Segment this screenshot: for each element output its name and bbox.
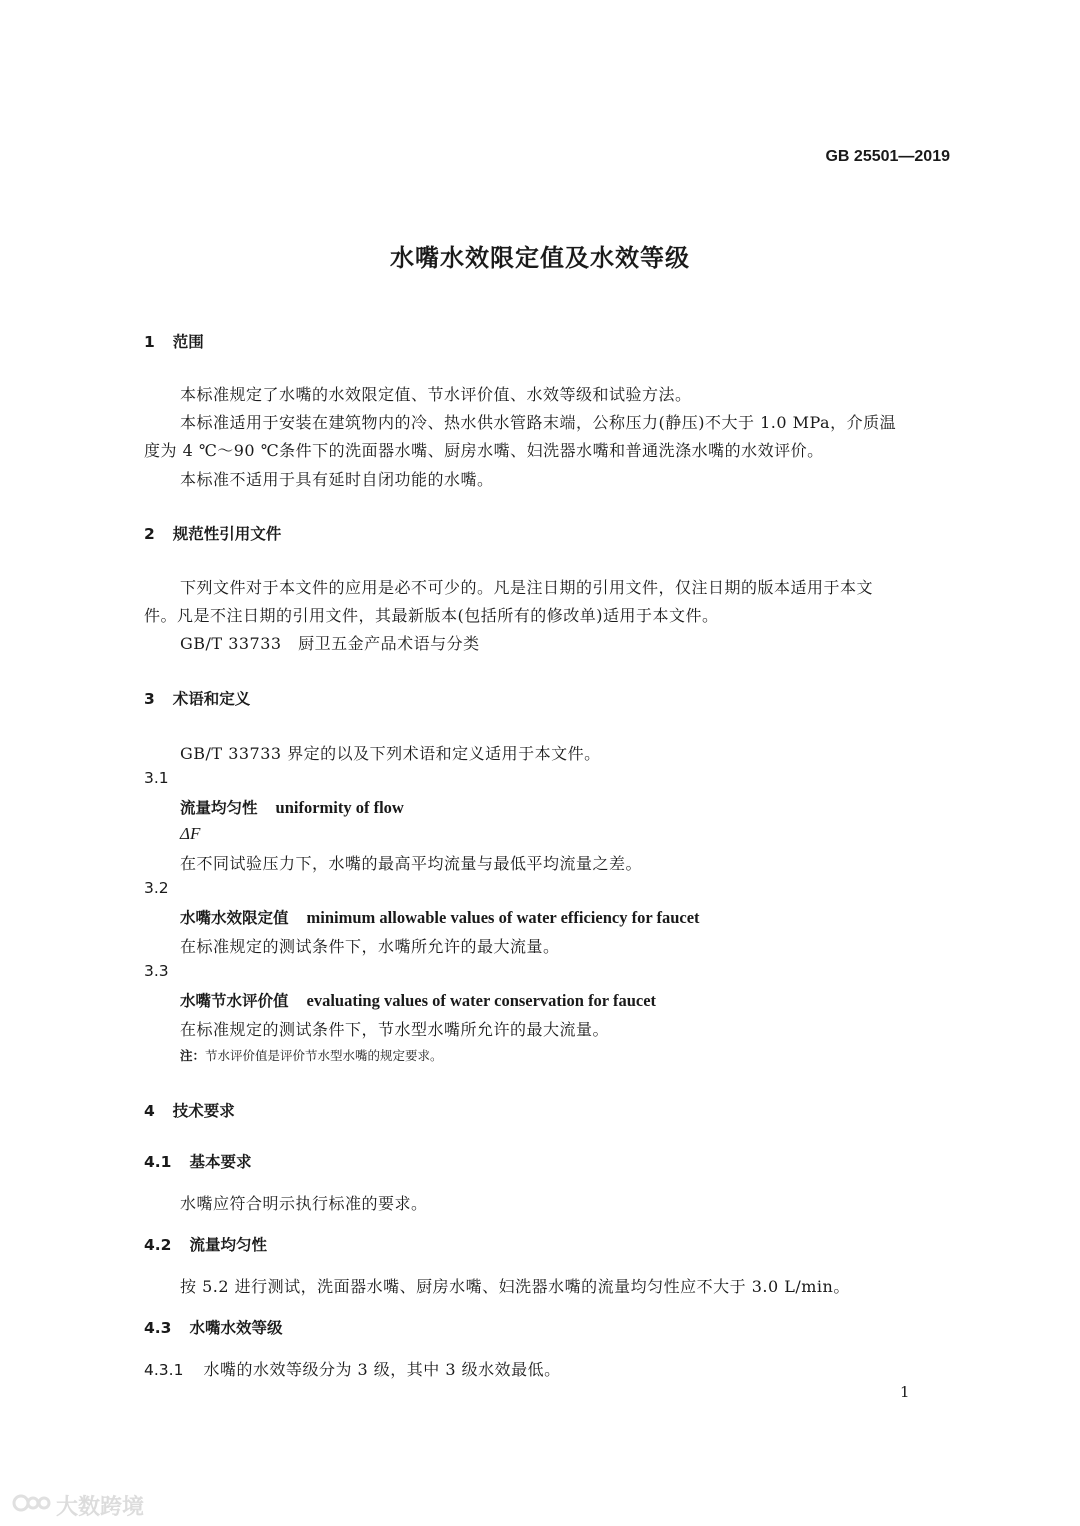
paragraph: 本标准不适用于具有延时自闭功能的水嘴。 bbox=[180, 470, 494, 489]
term-en: evaluating values of water conservation for faucet bbox=[306, 991, 657, 1010]
document-title: 水嘴水效限定值及水效等级 bbox=[390, 244, 690, 272]
watermark bbox=[12, 1490, 144, 1521]
paragraph: 下列文件对于本文件的应用是必不可少的。凡是注日期的引用文件，仅注日期的版本适用于本文 bbox=[180, 578, 874, 597]
page-number: 1 bbox=[900, 1383, 910, 1401]
term-number: 3.2 bbox=[144, 879, 169, 897]
section-number: 4 bbox=[144, 1102, 155, 1120]
paragraph: 本标准规定了水嘴的水效限定值、节水评价值、水效等级和试验方法。 bbox=[180, 385, 692, 404]
term-zh: 水嘴节水评价值 bbox=[180, 992, 289, 1010]
section-title: 范围 bbox=[172, 333, 204, 351]
term-definition: 在标准规定的测试条件下，水嘴所允许的最大流量。 bbox=[180, 937, 560, 956]
paragraph: GB/T 33733 界定的以及下列术语和定义适用于本文件。 bbox=[180, 744, 601, 763]
section-number: 2 bbox=[144, 525, 155, 543]
subsection-title: 基本要求 bbox=[189, 1153, 252, 1171]
subsection-title: 水嘴水效等级 bbox=[189, 1319, 283, 1337]
section-title: 技术要求 bbox=[172, 1102, 235, 1120]
note bbox=[180, 1046, 443, 1064]
paragraph: 件。凡是不注日期的引用文件，其最新版本(包括所有的修改单)适用于本文件。 bbox=[144, 606, 719, 625]
clause-text: 水嘴的水效等级分为 3 级，其中 3 级水效最低。 bbox=[203, 1360, 561, 1379]
term-definition: 在不同试验压力下，水嘴的最高平均流量与最低平均流量之差。 bbox=[180, 854, 643, 873]
term-heading bbox=[180, 796, 404, 818]
watermark-text: 大数跨境 bbox=[56, 1495, 145, 1520]
section-title: 术语和定义 bbox=[172, 690, 251, 708]
term-zh: 水嘴水效限定值 bbox=[180, 909, 289, 927]
subsection-title: 流量均匀性 bbox=[189, 1236, 267, 1254]
paragraph: 度为 4 ℃～90 ℃条件下的洗面器水嘴、厨房水嘴、妇洗器水嘴和普通洗涤水嘴的水效评价。 bbox=[144, 441, 824, 460]
subsection-4-2-heading bbox=[144, 1233, 267, 1255]
term-number: 3.3 bbox=[144, 962, 169, 980]
subsection-4-3-heading bbox=[144, 1316, 282, 1338]
subsection-number: 4.3 bbox=[144, 1319, 172, 1337]
term-number: 3.1 bbox=[144, 769, 169, 787]
subsection-number: 4.2 bbox=[144, 1236, 172, 1254]
section-1-heading bbox=[144, 330, 204, 352]
subsection-4-1-heading bbox=[144, 1150, 251, 1172]
section-2-heading bbox=[144, 522, 281, 544]
term-zh: 流量均匀性 bbox=[180, 799, 258, 817]
section-number: 3 bbox=[144, 690, 155, 708]
section-4-heading bbox=[144, 1099, 235, 1121]
clause-4-3-1 bbox=[144, 1357, 561, 1380]
term-en: uniformity of flow bbox=[275, 798, 404, 817]
term-symbol: ΔF bbox=[180, 824, 201, 843]
term-heading bbox=[180, 989, 656, 1011]
paragraph: 水嘴应符合明示执行标准的要求。 bbox=[180, 1194, 428, 1213]
section-3-heading bbox=[144, 687, 250, 709]
note-label: 注： bbox=[180, 1048, 206, 1063]
paragraph: 本标准适用于安装在建筑物内的冷、热水供水管路末端，公称压力(静压)不大于 1.0 MPa，介质温 bbox=[180, 413, 897, 432]
paragraph: 按 5.2 进行测试，洗面器水嘴、厨房水嘴、妇洗器水嘴的流量均匀性应不大于 3.0 L/min。 bbox=[180, 1277, 850, 1296]
term-en: minimum allowable values of water efficiency for faucet bbox=[306, 908, 700, 927]
section-number: 1 bbox=[144, 333, 155, 351]
subsection-number: 4.1 bbox=[144, 1153, 172, 1171]
logo-mark-icon bbox=[12, 1492, 52, 1519]
note-text: 节水评价值是评价节水型水嘴的规定要求。 bbox=[205, 1048, 443, 1063]
term-definition: 在标准规定的测试条件下，节水型水嘴所允许的最大流量。 bbox=[180, 1020, 610, 1039]
reference-item: GB/T 33733 厨卫五金产品术语与分类 bbox=[180, 634, 480, 653]
term-heading bbox=[180, 906, 700, 928]
clause-number: 4.3.1 bbox=[144, 1361, 184, 1379]
standard-number: GB 25501—2019 bbox=[825, 148, 950, 165]
section-title: 规范性引用文件 bbox=[172, 525, 282, 543]
